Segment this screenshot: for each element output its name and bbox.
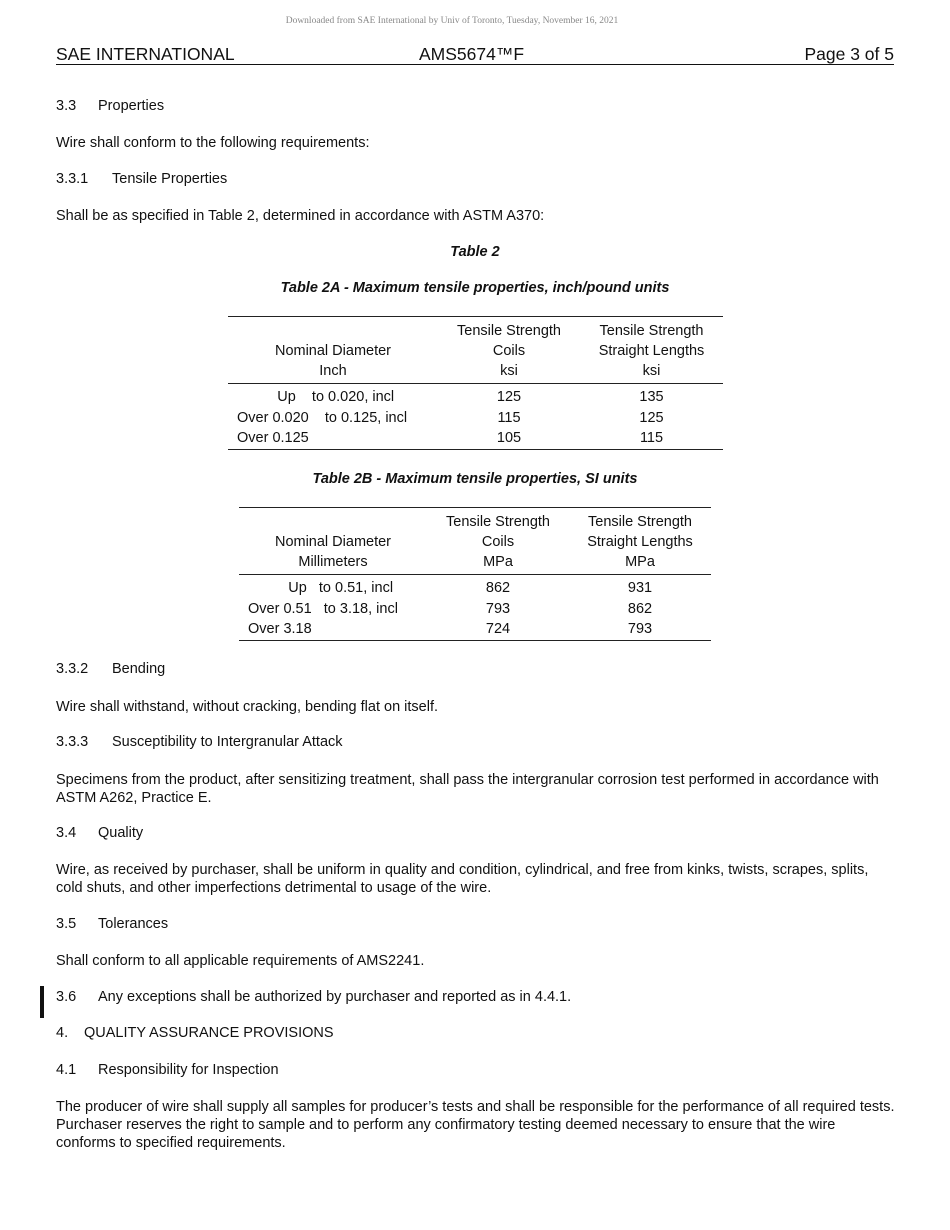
table-row <box>228 408 723 429</box>
table-row <box>228 384 723 408</box>
section-3-3-2-heading <box>56 661 165 677</box>
table-header-cell: Inch <box>228 361 438 384</box>
table-header-cell <box>239 508 427 533</box>
table-cell: 125 <box>496 389 522 405</box>
section-3-3-3-heading <box>56 734 343 750</box>
table-header-cell: Nominal Diameter <box>274 534 392 550</box>
section-number: 3.3.1 <box>56 171 89 187</box>
section-4-heading <box>56 1025 334 1041</box>
section-number: 3.4 <box>56 825 77 841</box>
header-org: SAE INTERNATIONAL <box>56 44 235 64</box>
section-title: Tolerances <box>98 916 169 932</box>
section-3-3-2-text: Wire shall withstand, without cracking, bending flat on itself. <box>56 699 439 715</box>
table-row <box>239 575 711 599</box>
table-header-cell: Straight Lengths <box>598 343 705 359</box>
section-3-5-text: Shall conform to all applicable requirements of AMS2241. <box>56 953 425 969</box>
table-header-cell: ksi <box>580 361 723 384</box>
table-cell: 724 <box>485 621 511 637</box>
section-title: Bending <box>112 661 166 677</box>
table-2b <box>239 507 711 641</box>
table-row <box>228 428 723 449</box>
table-cell: 862 <box>627 600 653 617</box>
section-3-3-heading <box>56 98 164 114</box>
table-2b-title: Table 2B - Maximum tensile properties, SI units <box>312 471 638 487</box>
section-3-3-1-text: Shall be as specified in Table 2, determined in accordance with ASTM A370: <box>56 208 545 224</box>
section-4-1-text: The producer of wire shall supply all samples for producer’s tests and shall be responsible for the performance of all required tests. Purchaser reserves the right to sample and to perform any confirmatory testing deemed necessary to ensure that the wire conforms to specified requirements. <box>56 1099 895 1151</box>
table-cell: 793 <box>485 600 511 617</box>
section-4-1-heading <box>56 1062 279 1078</box>
section-title: Susceptibility to Intergranular Attack <box>112 734 343 750</box>
section-3-3-3-text: Specimens from the product, after sensitizing treatment, shall pass the intergranular corrosion test performed in accordance with ASTM A262, Practice E. <box>56 772 879 806</box>
header-doc-number: AMS5674™F <box>419 44 525 64</box>
table-cell: Over 0.51 to 3.18, incl <box>248 600 398 617</box>
section-title: Quality <box>98 825 144 841</box>
section-number: 4. <box>56 1025 69 1041</box>
section-number: 3.5 <box>56 916 77 932</box>
table-cell: 862 <box>485 580 511 596</box>
header-page-number: Page 3 of 5 <box>804 44 894 64</box>
section-title: Responsibility for Inspection <box>98 1062 279 1078</box>
table-cell: 793 <box>627 621 653 637</box>
table-2-title: Table 2 <box>450 244 500 260</box>
table-header-cell: Tensile Strength <box>588 514 692 530</box>
table-cell: 115 <box>497 409 521 426</box>
table-cell: Over 0.125 <box>237 430 309 446</box>
download-watermark: Downloaded from SAE International by Univ of Toronto, Tuesday, November 16, 2021 <box>285 16 619 26</box>
page-header <box>56 44 894 65</box>
section-number: 3.3 <box>56 98 77 114</box>
table-cell: 105 <box>496 430 522 446</box>
table-header-cell: Coils <box>492 343 526 359</box>
table-header-cell: Millimeters <box>239 552 427 575</box>
table-cell: 125 <box>639 409 664 426</box>
section-number: 3.6 <box>56 989 77 1005</box>
section-3-5-heading <box>56 916 168 932</box>
table-cell: Up to 0.51, incl <box>248 580 394 596</box>
section-title: Tensile Properties <box>112 171 228 187</box>
table-cell: 135 <box>639 389 664 405</box>
table-row <box>239 619 711 640</box>
table-cell: Over 0.020 to 0.125, incl <box>237 409 408 426</box>
table-header-cell: Tensile Strength <box>446 514 550 530</box>
table-2a <box>228 316 723 450</box>
table-header-cell: Coils <box>481 534 515 550</box>
section-3-3-text: Wire shall conform to the following requirements: <box>56 135 370 151</box>
table-cell: Up to 0.020, incl <box>237 389 395 405</box>
table-header-cell: Tensile Strength <box>457 323 561 339</box>
table-header-cell: Nominal Diameter <box>274 343 392 359</box>
section-3-6 <box>56 989 571 1005</box>
revision-change-bar <box>40 986 44 1018</box>
section-3-4-heading <box>56 825 143 841</box>
section-3-3-1-heading <box>56 171 227 187</box>
table-header-cell: Tensile Strength <box>599 323 704 339</box>
table-2a-title: Table 2A - Maximum tensile properties, inch/pound units <box>280 280 670 296</box>
table-cell: 115 <box>639 430 664 446</box>
section-text: Any exceptions shall be authorized by purchaser and reported as in 4.4.1. <box>98 989 572 1005</box>
table-cell: Over 3.18 <box>248 621 312 637</box>
section-number: 3.3.2 <box>56 661 89 677</box>
section-number: 3.3.3 <box>56 734 89 750</box>
section-number: 4.1 <box>56 1062 77 1078</box>
section-title: QUALITY ASSURANCE PROVISIONS <box>84 1025 334 1041</box>
section-3-4-text: Wire, as received by purchaser, shall be uniform in quality and condition, cylindrical, and free from kinks, twists, scrapes, splits, cold shuts, and other imperfections detrimental to usage of the wire. <box>56 862 869 896</box>
table-header-cell: Straight Lengths <box>587 534 693 550</box>
section-title: Properties <box>98 98 165 114</box>
table-header-cell: MPa <box>569 552 711 575</box>
table-header-cell: ksi <box>438 361 580 384</box>
table-cell: 931 <box>627 580 653 596</box>
table-row <box>239 599 711 620</box>
table-header-cell: MPa <box>427 552 569 575</box>
table-header-cell <box>228 317 438 342</box>
